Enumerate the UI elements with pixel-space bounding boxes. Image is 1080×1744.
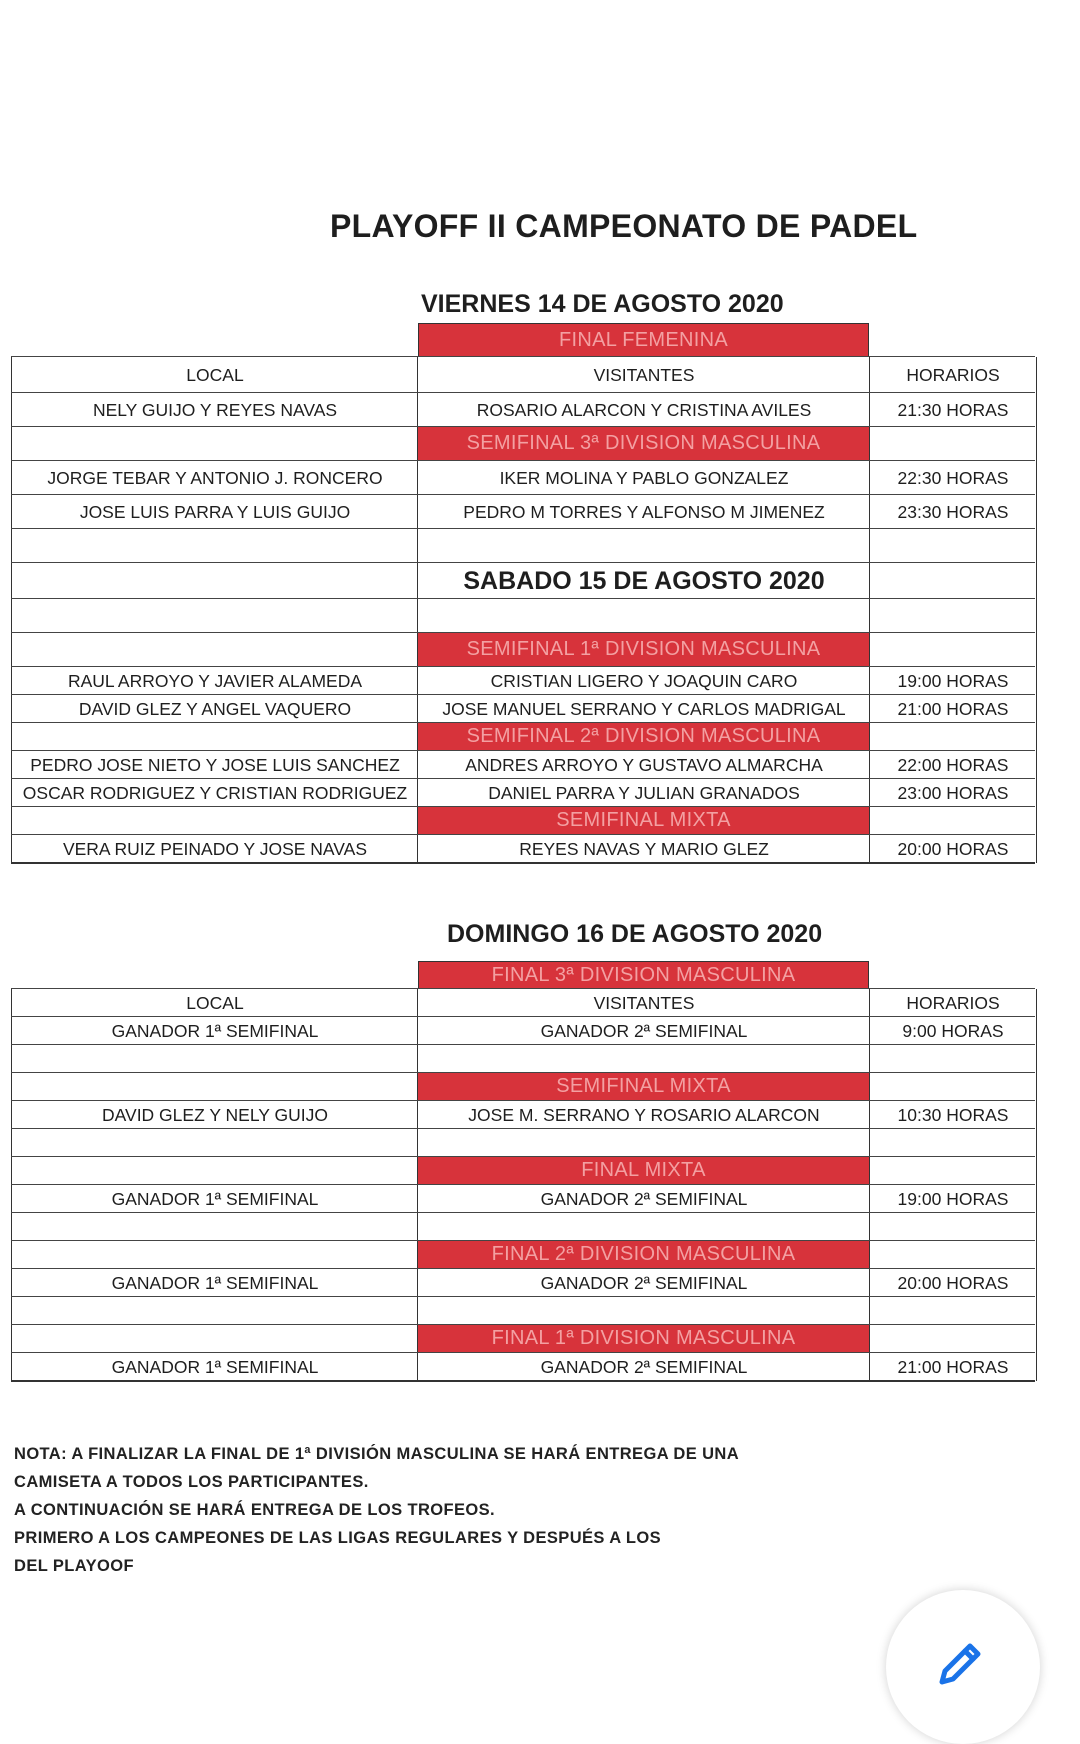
table-row <box>11 528 1035 563</box>
local-cell: GANADOR 1ª SEMIFINAL <box>11 1185 418 1213</box>
time-cell: 22:30 HORAS <box>869 461 1037 495</box>
header-visitors: VISITANTES <box>417 989 870 1017</box>
document-title: PLAYOFF II CAMPEONATO DE PADEL <box>330 208 918 244</box>
table-row <box>11 1212 1035 1241</box>
visitor-cell: GANADOR 2ª SEMIFINAL <box>417 1017 870 1045</box>
day-title-saturday: SABADO 15 DE AGOSTO 2020 <box>417 563 870 599</box>
table-row <box>11 1016 1035 1045</box>
table-row <box>11 778 1035 807</box>
table-header-row <box>11 988 1035 1017</box>
time-cell: 23:30 HORAS <box>869 495 1037 529</box>
band-semifinal-3-division: SEMIFINAL 3ª DIVISION MASCULINA <box>418 427 869 460</box>
time-cell: 23:00 HORAS <box>869 779 1037 807</box>
local-cell: GANADOR 1ª SEMIFINAL <box>11 1269 418 1297</box>
band-final-3-division: FINAL 3ª DIVISION MASCULINA <box>418 961 869 988</box>
band-final-2-division: FINAL 2ª DIVISION MASCULINA <box>418 1241 869 1268</box>
local-cell: RAUL ARROYO Y JAVIER ALAMEDA <box>11 667 418 695</box>
table-row <box>11 1268 1035 1297</box>
visitor-cell: JOSE M. SERRANO Y ROSARIO ALARCON <box>417 1101 870 1129</box>
table-row <box>11 392 1035 427</box>
note-text <box>14 1440 814 1580</box>
time-cell: 20:00 HORAS <box>869 1269 1037 1297</box>
local-cell: GANADOR 1ª SEMIFINAL <box>11 1353 418 1381</box>
table-header-row <box>11 356 1035 393</box>
table-row <box>11 494 1035 529</box>
header-times: HORARIOS <box>869 989 1037 1017</box>
table-row <box>11 460 1035 495</box>
time-cell: 22:00 HORAS <box>869 751 1037 779</box>
band-semifinal-mixta: SEMIFINAL MIXTA <box>418 1073 869 1100</box>
time-cell: 19:00 HORAS <box>869 1185 1037 1213</box>
local-cell: GANADOR 1ª SEMIFINAL <box>11 1017 418 1045</box>
table-row <box>11 666 1035 695</box>
local-cell: VERA RUIZ PEINADO Y JOSE NAVAS <box>11 835 418 863</box>
time-cell: 9:00 HORAS <box>869 1017 1037 1045</box>
table-row <box>11 1296 1035 1325</box>
header-local: LOCAL <box>11 357 418 393</box>
note-line: DEL PLAYOOF <box>14 1557 134 1575</box>
local-cell: DAVID GLEZ Y NELY GUIJO <box>11 1101 418 1129</box>
visitor-cell: JOSE MANUEL SERRANO Y CARLOS MADRIGAL <box>417 695 870 723</box>
time-cell: 21:30 HORAS <box>869 393 1037 427</box>
local-cell: JORGE TEBAR Y ANTONIO J. RONCERO <box>11 461 418 495</box>
table-row <box>11 1184 1035 1213</box>
visitor-cell: PEDRO M TORRES Y ALFONSO M JIMENEZ <box>417 495 870 529</box>
table-row <box>11 562 1035 599</box>
visitor-cell: GANADOR 2ª SEMIFINAL <box>417 1353 870 1381</box>
table-row <box>11 834 1035 863</box>
header-local: LOCAL <box>11 989 418 1017</box>
day-title-sunday: DOMINGO 16 DE AGOSTO 2020 <box>447 920 823 948</box>
time-cell: 10:30 HORAS <box>869 1101 1037 1129</box>
table-row <box>11 598 1035 633</box>
band-semifinal-mixta: SEMIFINAL MIXTA <box>418 807 869 834</box>
visitor-cell: ROSARIO ALARCON Y CRISTINA AVILES <box>417 393 870 427</box>
band-semifinal-1-division: SEMIFINAL 1ª DIVISION MASCULINA <box>418 633 869 666</box>
day-title-friday: VIERNES 14 DE AGOSTO 2020 <box>421 290 784 318</box>
visitor-cell: DANIEL PARRA Y JULIAN GRANADOS <box>417 779 870 807</box>
note-line: CAMISETA A TODOS LOS PARTICIPANTES. <box>14 1473 369 1491</box>
header-visitors: VISITANTES <box>417 357 870 393</box>
visitor-cell: CRISTIAN LIGERO Y JOAQUIN CARO <box>417 667 870 695</box>
band-final-femenina: FINAL FEMENINA <box>418 323 869 356</box>
local-cell: PEDRO JOSE NIETO Y JOSE LUIS SANCHEZ <box>11 751 418 779</box>
edit-button[interactable] <box>886 1590 1040 1744</box>
note-line: NOTA: A FINALIZAR LA FINAL DE 1ª DIVISIÓN MASCULINA SE HARÁ ENTREGA DE UNA <box>14 1445 740 1463</box>
header-times: HORARIOS <box>869 357 1037 393</box>
time-cell: 21:00 HORAS <box>869 695 1037 723</box>
local-cell: JOSE LUIS PARRA Y LUIS GUIJO <box>11 495 418 529</box>
table-row <box>11 694 1035 723</box>
local-cell: DAVID GLEZ Y ANGEL VAQUERO <box>11 695 418 723</box>
visitor-cell: ANDRES ARROYO Y GUSTAVO ALMARCHA <box>417 751 870 779</box>
note-line: A CONTINUACIÓN SE HARÁ ENTREGA DE LOS TROFEOS. <box>14 1501 496 1519</box>
time-cell: 19:00 HORAS <box>869 667 1037 695</box>
time-cell: 21:00 HORAS <box>869 1353 1037 1381</box>
visitor-cell: IKER MOLINA Y PABLO GONZALEZ <box>417 461 870 495</box>
note-line: PRIMERO A LOS CAMPEONES DE LAS LIGAS REGULARES Y DESPUÉS A LOS <box>14 1529 661 1547</box>
band-final-mixta: FINAL MIXTA <box>418 1157 869 1184</box>
time-cell: 20:00 HORAS <box>869 835 1037 863</box>
visitor-cell: GANADOR 2ª SEMIFINAL <box>417 1185 870 1213</box>
table-row <box>11 750 1035 779</box>
band-semifinal-2-division: SEMIFINAL 2ª DIVISION MASCULINA <box>418 723 869 750</box>
band-final-1-division: FINAL 1ª DIVISION MASCULINA <box>418 1325 869 1352</box>
visitor-cell: REYES NAVAS Y MARIO GLEZ <box>417 835 870 863</box>
local-cell: OSCAR RODRIGUEZ Y CRISTIAN RODRIGUEZ <box>11 779 418 807</box>
visitor-cell: GANADOR 2ª SEMIFINAL <box>417 1269 870 1297</box>
local-cell: NELY GUIJO Y REYES NAVAS <box>11 393 418 427</box>
table-row <box>11 1352 1035 1381</box>
table-row <box>11 1044 1035 1073</box>
table-row <box>11 1128 1035 1157</box>
table-row <box>11 1100 1035 1129</box>
